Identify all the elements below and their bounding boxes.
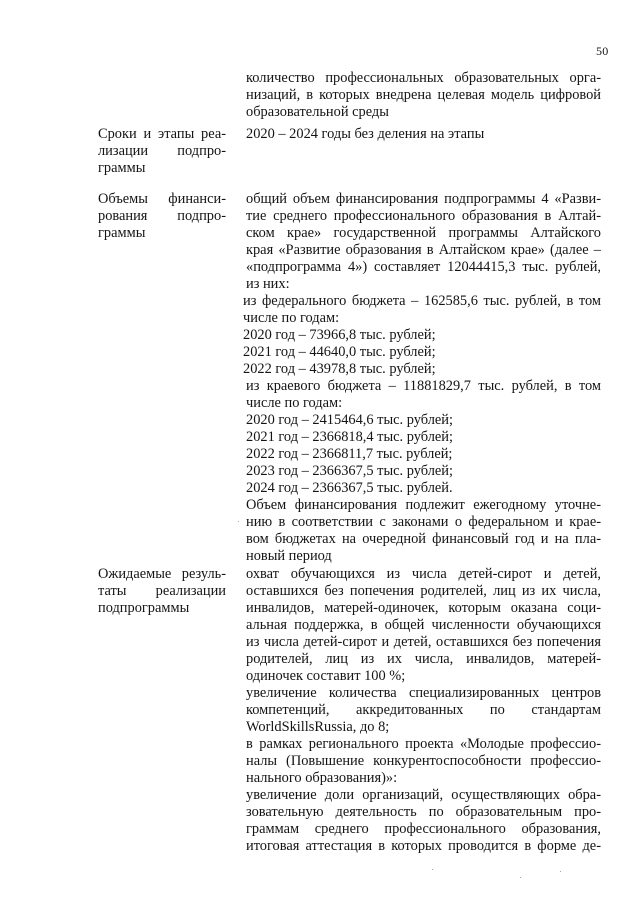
year-line: 2020 год – 73966,8 тыс. рублей; <box>243 327 436 343</box>
text-line: из них: <box>246 276 290 292</box>
text-line: из федерального бюджета – 162585,6 тыс. рублей, в том <box>243 293 601 309</box>
year-line: 2023 год – 2366367,5 тыс. рублей; <box>246 463 453 479</box>
text-line: тие среднего профессионального образования в Алтай- <box>246 208 601 224</box>
text-line: из числа детей-сирот и детей, оставшихся без попечения <box>246 634 601 650</box>
text-line: общий объем финансирования подпрограммы 4 «Разви- <box>246 191 601 207</box>
text-line: нального образования)»: <box>246 770 398 786</box>
financing-label: Объемы финанси- рования подпро- граммы <box>98 191 226 241</box>
scan-speck <box>560 871 561 872</box>
year-line: 2020 год – 2415464,6 тыс. рублей; <box>246 412 453 428</box>
text-line: зовательную деятельность по образовательным про- <box>246 804 601 820</box>
financing-value <box>243 191 601 565</box>
text-line: одиночек составит 100 %; <box>246 668 406 684</box>
text-line: граммам среднего профессионального образования, <box>246 821 601 837</box>
results-value <box>246 566 601 855</box>
year-line: 2022 год – 43978,8 тыс. рублей; <box>243 361 436 377</box>
terms-label: Сроки и этапы реа- лизации подпро- граммы <box>98 126 226 176</box>
terms-value: 2020 – 2024 годы без деления на этапы <box>246 126 485 142</box>
text-line: новый период <box>246 548 332 564</box>
text-line: вом бюджетах на очередной финансовый год и на пла- <box>246 531 601 547</box>
text-line: увеличение количества специализированных центров <box>246 685 601 701</box>
text-line: низаций, в которых внедрена целевая модель цифровой <box>246 87 601 103</box>
year-line: 2024 год – 2366367,5 тыс. рублей. <box>246 480 453 496</box>
text-line: оставшихся без попечения родителей, лиц из их числа, <box>246 583 601 599</box>
text-line: края «Развитие образования в Алтайском крае» (далее – <box>246 242 601 258</box>
text-line: WorldSkillsRussia, до 8; <box>246 719 390 735</box>
top-continuation-text <box>246 70 601 121</box>
text-line: числе по годам: <box>246 395 343 411</box>
text-line: увеличение доли организаций, осуществляющих обра- <box>246 787 601 803</box>
text-line: альная поддержка, в общей численности обучающихся <box>246 617 601 633</box>
text-line: числе по годам: <box>243 310 340 326</box>
text-line: инвалидов, матерей-одиночек, которым оказана соци- <box>246 600 601 616</box>
text-line: итоговая аттестация в которых проводится в форме де- <box>246 838 601 854</box>
text-line: охват обучающихся из числа детей-сирот и детей, <box>246 566 601 582</box>
text-line: Объем финансирования подлежит ежегодному уточне- <box>246 497 601 513</box>
year-line: 2021 год – 2366818,4 тыс. рублей; <box>246 429 453 445</box>
text-line: родителей, лиц из их числа, инвалидов, матерей- <box>246 651 601 667</box>
year-line: 2022 год – 2366811,7 тыс. рублей; <box>246 446 453 462</box>
text-line: компетенций, аккредитованных по стандартам <box>246 702 601 718</box>
scan-speck <box>520 877 521 878</box>
text-line: налы (Повышение конкурентоспособности профессио- <box>246 753 601 769</box>
text-line: ском крае» государственной программы Алтайского <box>246 225 601 241</box>
results-label: Ожидаемые резуль- таты реализации подпрограммы <box>98 566 226 616</box>
page-number: 50 <box>596 44 609 58</box>
text-line: в рамках регионального проекта «Молодые профессио- <box>246 736 601 752</box>
text-line: нию в соответствии с законами о федеральном и крае- <box>246 514 601 530</box>
year-line: 2021 год – 44640,0 тыс. рублей; <box>243 344 436 360</box>
text-line: «подпрограмма 4») составляет 12044415,3 тыс. рублей, <box>246 259 601 275</box>
text-line: из краевого бюджета – 11881829,7 тыс. рублей, в том <box>246 378 601 394</box>
scan-speck <box>238 521 239 522</box>
scan-speck <box>432 869 433 870</box>
text-line: образовательной среды <box>246 104 389 120</box>
text-line: количество профессиональных образовательных орга- <box>246 70 601 86</box>
